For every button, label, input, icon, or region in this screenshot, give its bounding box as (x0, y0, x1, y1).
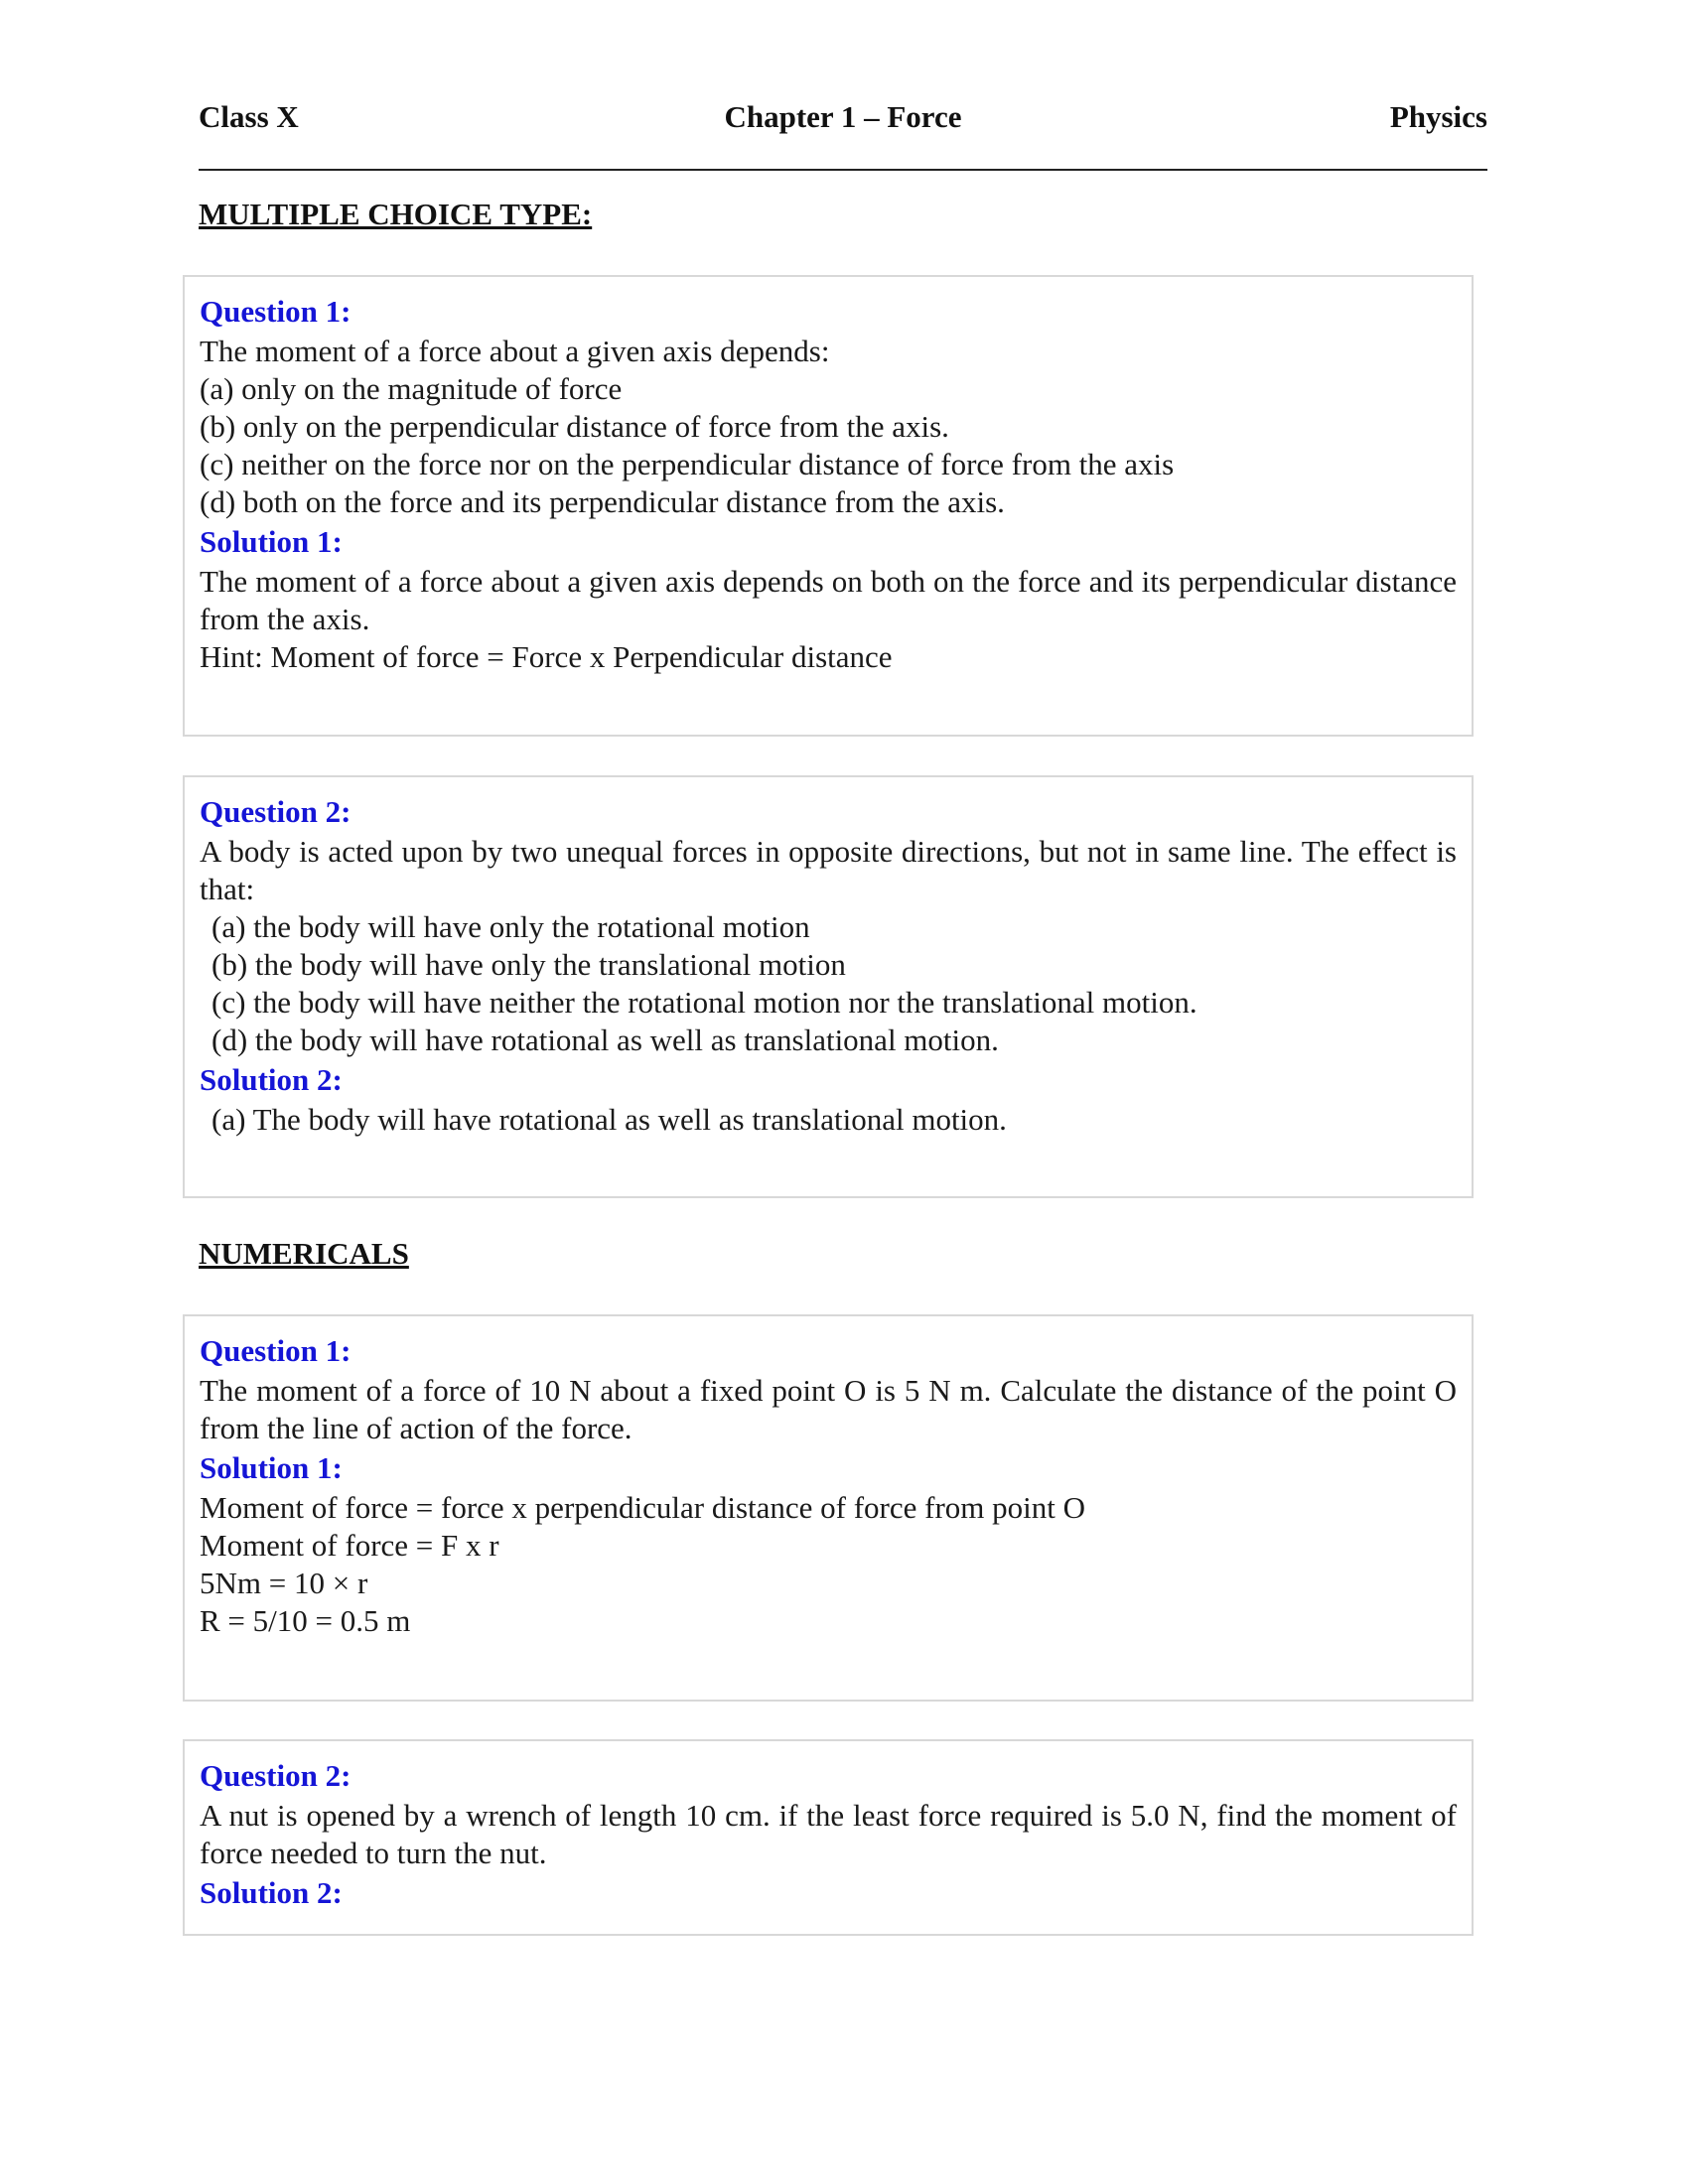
question-label: Question 2: (200, 794, 352, 829)
numericals-section-title: NUMERICALS (199, 1236, 409, 1271)
option-c: (c) neither on the force nor on the perpendicular distance of force from the axis (200, 447, 1175, 481)
option-a: (a) the body will have only the rotational motion (211, 909, 810, 944)
solution-step: Moment of force = F x r (200, 1528, 499, 1563)
solution-label: Solution 1: (200, 1450, 343, 1485)
solution-step: Moment of force = force x perpendicular distance of force from point O (200, 1490, 1086, 1525)
header-subject: Physics (1389, 99, 1487, 134)
question-text: A nut is opened by a wrench of length 10 cm. if the least force required is 5.0 N, find the moment of force needed to turn the nut. (200, 1798, 1457, 1870)
solution-label: Solution 2: (200, 1875, 343, 1910)
solution-label: Solution 2: (200, 1062, 343, 1097)
mcq-section-title: MULTIPLE CHOICE TYPE: (199, 197, 593, 231)
options-list (200, 370, 1457, 521)
numerical-question-2-box (183, 1739, 1474, 1936)
header-chapter: Chapter 1 – Force (724, 99, 962, 134)
solution-hint: Hint: Moment of force = Force x Perpendicular distance (200, 639, 893, 674)
solution-label: Solution 1: (200, 524, 343, 559)
solution-step: 5Nm = 10 × r (200, 1566, 368, 1600)
solution-step: R = 5/10 = 0.5 m (200, 1603, 411, 1638)
mcq-question-2-box (183, 775, 1474, 1198)
option-d: (d) the body will have rotational as well as translational motion. (211, 1023, 999, 1057)
question-label: Question 1: (200, 1333, 352, 1368)
option-a: (a) only on the magnitude of force (200, 371, 623, 406)
solution-text: (a) The body will have rotational as well as translational motion. (211, 1102, 1007, 1137)
question-text: The moment of a force about a given axis depends: (200, 334, 830, 368)
numerical-question-1-box (183, 1314, 1474, 1702)
solution-steps (200, 1489, 1457, 1640)
option-b: (b) the body will have only the translational motion (211, 947, 846, 982)
options-list (200, 908, 1457, 1059)
header-class: Class X (199, 99, 299, 134)
header-rule (199, 169, 1487, 171)
mcq-question-1-box (183, 275, 1474, 737)
page-header (199, 99, 1487, 139)
option-d: (d) both on the force and its perpendicular distance from the axis. (200, 484, 1005, 519)
option-b: (b) only on the perpendicular distance of force from the axis. (200, 409, 949, 444)
option-c: (c) the body will have neither the rotational motion nor the translational motion. (211, 985, 1197, 1020)
question-text: The moment of a force of 10 N about a fixed point O is 5 N m. Calculate the distance of the point O from the line of action of the force. (200, 1373, 1457, 1445)
question-label: Question 1: (200, 294, 352, 329)
question-text: A body is acted upon by two unequal forces in opposite directions, but not in same line. The effect is that: (200, 834, 1457, 906)
question-label: Question 2: (200, 1758, 352, 1793)
solution-text: The moment of a force about a given axis depends on both on the force and its perpendicular distance from the axis. (200, 564, 1457, 636)
